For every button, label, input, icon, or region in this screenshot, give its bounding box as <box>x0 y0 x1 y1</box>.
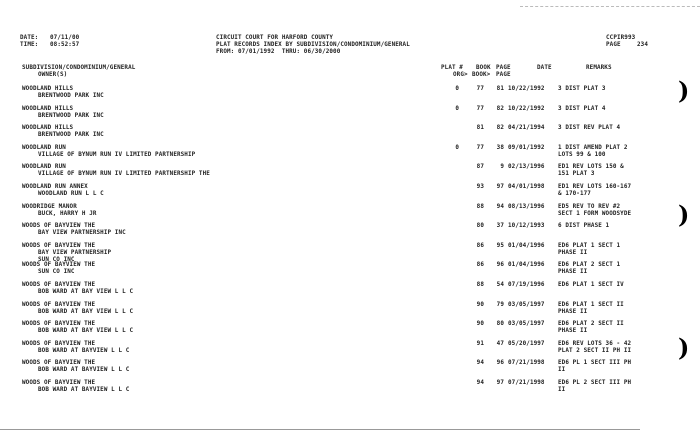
subdivision-name: WOODRIDGE MANOR <box>22 203 77 210</box>
column-owners: OWNER(S) <box>38 71 68 78</box>
record-date: 05/20/1997 <box>508 340 545 347</box>
remarks-text: ED6 PL 1 SECT III PH <box>558 359 632 366</box>
remarks-text: 151 PLAT 3 <box>558 170 595 177</box>
record-date: 01/04/1996 <box>508 261 545 268</box>
owner-name: BOB WARD AT BAY VIEW L L C <box>38 327 134 334</box>
subdivision-name: WOODS OF BAYVIEW THE <box>22 261 96 268</box>
remarks-text: PHASE II <box>558 327 588 334</box>
remarks-text: II <box>558 366 566 373</box>
book-number: 91 <box>476 340 484 347</box>
record-date: 10/22/1992 <box>508 85 545 92</box>
column-plat: PLAT # <box>441 64 463 71</box>
record-date: 03/05/1997 <box>508 320 545 327</box>
owner-name: VILLAGE OF BYNUM RUN IV LIMITED PARTNERSHIP <box>38 151 196 158</box>
remarks-text: ED6 PLAT 1 SECT II <box>558 301 624 308</box>
page-number-cell: 94 <box>496 203 504 210</box>
record-date: 02/13/1996 <box>508 163 545 170</box>
book-number: 80 <box>476 222 484 229</box>
remarks-text: PHASE II <box>558 249 588 256</box>
remarks-text: II <box>558 386 566 393</box>
remarks-text: ED1 REV LOTS 150 & <box>558 163 624 170</box>
margin-mark: ) <box>678 76 690 105</box>
remarks-text: ED6 REV LOTS 36 - 42 <box>558 340 632 347</box>
book-number: 86 <box>476 242 484 249</box>
column-page-2: PAGE <box>496 71 511 78</box>
owner-name: BOB WARD AT BAYVIEW L L C <box>38 366 130 373</box>
owner-name: BRENTWOOD PARK INC <box>38 131 104 138</box>
column-org: ORG> <box>453 71 468 78</box>
owner-name: WOODLAND RUN L L C <box>38 190 104 197</box>
page-number-cell: 96 <box>496 261 504 268</box>
remarks-text: SECT 1 FORM WOODSYDE <box>558 210 632 217</box>
remarks-text: ED6 PLAT 1 SECT 1 <box>558 242 621 249</box>
page-number-cell: 79 <box>496 301 504 308</box>
page-number-cell: 95 <box>496 242 504 249</box>
remarks-text: & 170-177 <box>558 190 591 197</box>
page-number-cell: 82 <box>496 124 504 131</box>
record-date: 08/13/1996 <box>508 203 545 210</box>
page-number-cell: 97 <box>496 379 504 386</box>
page-number: 234 <box>637 41 648 48</box>
owner-name: BAY VIEW PARTNERSHIP <box>38 249 112 256</box>
page-number-cell: 81 <box>496 85 504 92</box>
remarks-text: ED6 PLAT 1 SECT IV <box>558 281 624 288</box>
page-number-cell: 96 <box>496 359 504 366</box>
book-number: 90 <box>476 301 484 308</box>
subdivision-name: WOODS OF BAYVIEW THE <box>22 320 96 327</box>
subdivision-name: WOODS OF BAYVIEW THE <box>22 222 96 229</box>
column-book-marker: BOOK> <box>472 71 491 78</box>
record-date: 07/19/1996 <box>508 281 545 288</box>
page-number-cell: 9 <box>500 163 504 170</box>
date-range: FROM: 07/01/1992 THRU: 06/30/2000 <box>216 48 341 55</box>
time-label: TIME: <box>20 41 39 48</box>
record-date: 07/21/1998 <box>508 359 545 366</box>
book-number: 93 <box>476 183 484 190</box>
subdivision-name: WOODS OF BAYVIEW THE <box>22 301 96 308</box>
subdivision-name: WOODS OF BAYVIEW THE <box>22 359 96 366</box>
report-date: 07/11/00 <box>50 34 80 41</box>
book-number: 77 <box>476 105 484 112</box>
owner-name: BOB WARD AT BAY VIEW L L C <box>38 288 134 295</box>
owner-name: BOB WARD AT BAYVIEW L L C <box>38 386 130 393</box>
margin-mark: ) <box>678 333 690 362</box>
column-subdivision: SUBDIVISION/CONDOMINIUM/GENERAL <box>22 64 136 71</box>
book-number: 88 <box>476 281 484 288</box>
margin-mark: ) <box>678 200 690 229</box>
page-number-cell: 80 <box>496 320 504 327</box>
remarks-text: 1 DIST AMEND PLAT 2 <box>558 144 628 151</box>
page-number-cell: 82 <box>496 105 504 112</box>
plat-org: 0 <box>455 144 459 151</box>
owner-name: SUN CO INC <box>38 256 75 263</box>
date-label: DATE: <box>20 34 39 41</box>
remarks-text: 3 DIST PLAT 3 <box>558 85 606 92</box>
record-date: 04/01/1998 <box>508 183 545 190</box>
owner-name: SUN CO INC <box>38 268 75 275</box>
remarks-text: PHASE II <box>558 308 588 315</box>
owner-name: BAY VIEW PARTNERSHIP INC <box>38 229 126 236</box>
book-number: 87 <box>476 163 484 170</box>
subdivision-name: WOODLAND RUN <box>22 163 66 170</box>
record-date: 04/21/1994 <box>508 124 545 131</box>
subdivision-name: WOODLAND HILLS <box>22 105 74 112</box>
subdivision-name: WOODS OF BAYVIEW THE <box>22 340 96 347</box>
plat-org: 0 <box>455 85 459 92</box>
report-id: CCPIR993 <box>606 34 636 41</box>
page-number-cell: 38 <box>496 144 504 151</box>
owner-name: BRENTWOOD PARK INC <box>38 112 104 119</box>
record-date: 10/22/1992 <box>508 105 545 112</box>
subdivision-name: WOODLAND RUN <box>22 144 66 151</box>
report-time: 08:52:57 <box>50 41 80 48</box>
book-number: 81 <box>476 124 484 131</box>
remarks-text: ED6 PL 2 SECT III PH <box>558 379 632 386</box>
page-number-cell: 97 <box>496 183 504 190</box>
record-date: 10/12/1993 <box>508 222 545 229</box>
owner-name: BOB WARD AT BAY VIEW L L C <box>38 308 134 315</box>
top-rule <box>520 6 700 7</box>
book-number: 77 <box>476 85 484 92</box>
remarks-text: LOTS 99 & 100 <box>558 151 606 158</box>
remarks-text: PLAT 2 SECT II PH II <box>558 347 632 354</box>
book-number: 88 <box>476 203 484 210</box>
subdivision-name: WOODLAND HILLS <box>22 85 74 92</box>
remarks-text: ED6 PLAT 2 SECT II <box>558 320 624 327</box>
subdivision-name: WOODS OF BAYVIEW THE <box>22 242 96 249</box>
remarks-text: 3 DIST PLAT 4 <box>558 105 606 112</box>
remarks-text: ED6 PLAT 2 SECT 1 <box>558 261 621 268</box>
subdivision-name: WOODS OF BAYVIEW THE <box>22 379 96 386</box>
page-number-cell: 54 <box>496 281 504 288</box>
column-remarks: REMARKS <box>586 64 612 71</box>
subdivision-name: WOODS OF BAYVIEW THE <box>22 281 96 288</box>
index-title: PLAT RECORDS INDEX BY SUBDIVISION/CONDOMINIUM/GENERAL <box>216 41 410 48</box>
page-number-cell: 37 <box>496 222 504 229</box>
remarks-text: ED1 REV LOTS 160-167 <box>558 183 632 190</box>
record-date: 07/21/1998 <box>508 379 545 386</box>
owner-name: BRENTWOOD PARK INC <box>38 92 104 99</box>
plat-org: 0 <box>455 105 459 112</box>
bottom-rule <box>0 429 640 430</box>
column-page: PAGE <box>496 64 511 71</box>
page-label: PAGE <box>606 41 621 48</box>
remarks-text: ED5 REV TO REV #2 <box>558 203 621 210</box>
book-number: 90 <box>476 320 484 327</box>
remarks-text: PHASE II <box>558 268 588 275</box>
column-date: DATE <box>537 64 552 71</box>
record-date: 03/05/1997 <box>508 301 545 308</box>
record-date: 01/04/1996 <box>508 242 545 249</box>
book-number: 94 <box>476 359 484 366</box>
owner-name: VILLAGE OF BYNUM RUN IV LIMITED PARTNERSHIP THE <box>38 170 210 177</box>
book-number: 77 <box>476 144 484 151</box>
book-number: 86 <box>476 261 484 268</box>
subdivision-name: WOODLAND HILLS <box>22 124 74 131</box>
book-number: 94 <box>476 379 484 386</box>
page-number-cell: 47 <box>496 340 504 347</box>
record-date: 09/01/1992 <box>508 144 545 151</box>
court-name: CIRCUIT COURT FOR HARFORD COUNTY <box>216 34 334 41</box>
column-book: BOOK <box>476 64 491 71</box>
remarks-text: 6 DIST PHASE 1 <box>558 222 610 229</box>
subdivision-name: WOODLAND RUN ANNEX <box>22 183 88 190</box>
owner-name: BUCK, HARRY H JR <box>38 210 97 217</box>
remarks-text: 3 DIST REV PLAT 4 <box>558 124 621 131</box>
owner-name: BOB WARD AT BAYVIEW L L C <box>38 347 130 354</box>
